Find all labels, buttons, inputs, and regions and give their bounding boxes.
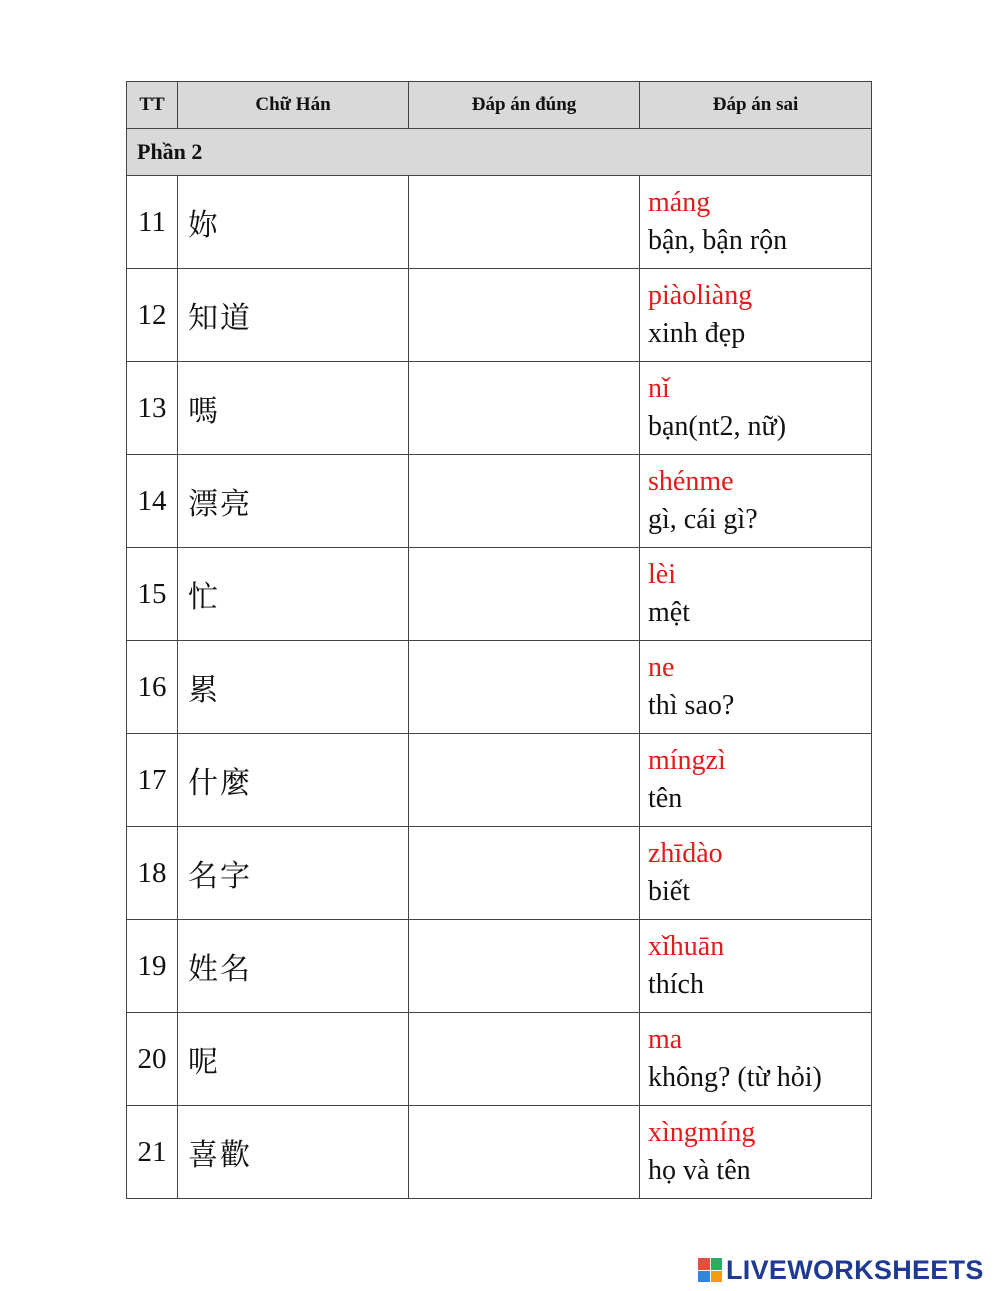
correct-answer-dropzone[interactable]: [409, 269, 640, 362]
correct-answer-dropzone[interactable]: [409, 1013, 640, 1106]
header-chu-han: Chữ Hán: [178, 82, 409, 129]
pinyin-text: piàoliàng: [648, 280, 753, 311]
row-number: 11: [127, 176, 178, 269]
meaning-text: biết: [648, 876, 690, 907]
table-row: [127, 362, 872, 455]
table-row: [127, 269, 872, 362]
table-row: [127, 176, 872, 269]
wrong-answer-cell: [640, 362, 872, 455]
pinyin-text: zhīdào: [648, 838, 723, 869]
pinyin-text: nǐ: [648, 373, 670, 404]
table-row: [127, 734, 872, 827]
chinese-characters: 喜歡: [178, 1106, 409, 1199]
row-number: 20: [127, 1013, 178, 1106]
header-correct-answer: Đáp án đúng: [409, 82, 640, 129]
pinyin-text: xǐhuān: [648, 931, 725, 962]
wrong-answer-cell: [640, 176, 872, 269]
row-number: 18: [127, 827, 178, 920]
meaning-text: thích: [648, 969, 704, 1000]
header-wrong-answer: Đáp án sai: [640, 82, 872, 129]
correct-answer-dropzone[interactable]: [409, 362, 640, 455]
correct-answer-dropzone[interactable]: [409, 641, 640, 734]
table-row: [127, 1013, 872, 1106]
table-row: [127, 641, 872, 734]
table-row: [127, 1106, 872, 1199]
correct-answer-dropzone[interactable]: [409, 455, 640, 548]
row-number: 12: [127, 269, 178, 362]
section-title: Phần 2: [127, 129, 872, 176]
wrong-answer-cell: [640, 1106, 872, 1199]
correct-answer-dropzone[interactable]: [409, 548, 640, 641]
vocabulary-table: [126, 81, 872, 1199]
wrong-answer-cell: [640, 1013, 872, 1106]
meaning-text: gì, cái gì?: [648, 504, 758, 535]
logo-grid-icon: [698, 1258, 722, 1282]
meaning-text: bạn(nt2, nữ): [648, 411, 787, 442]
pinyin-text: ma: [648, 1024, 683, 1055]
correct-answer-dropzone[interactable]: [409, 734, 640, 827]
pinyin-text: ne: [648, 652, 675, 683]
wrong-answer-cell: [640, 548, 872, 641]
row-number: 16: [127, 641, 178, 734]
correct-answer-dropzone[interactable]: [409, 920, 640, 1013]
header-tt: TT: [127, 82, 178, 129]
wrong-answer-cell: [640, 734, 872, 827]
chinese-characters: 呢: [178, 1013, 409, 1106]
table-row: [127, 827, 872, 920]
meaning-text: xinh đẹp: [648, 318, 746, 349]
meaning-text: thì sao?: [648, 690, 735, 721]
pinyin-text: shénme: [648, 466, 734, 497]
wrong-answer-cell: [640, 641, 872, 734]
row-number: 13: [127, 362, 178, 455]
row-number: 15: [127, 548, 178, 641]
pinyin-text: míngzì: [648, 745, 726, 776]
wrong-answer-cell: [640, 827, 872, 920]
table-row: [127, 455, 872, 548]
header-row: [127, 82, 872, 129]
wrong-answer-cell: [640, 455, 872, 548]
row-number: 19: [127, 920, 178, 1013]
wrong-answer-cell: [640, 920, 872, 1013]
chinese-characters: 名字: [178, 827, 409, 920]
row-number: 14: [127, 455, 178, 548]
correct-answer-dropzone[interactable]: [409, 176, 640, 269]
meaning-text: mệt: [648, 597, 690, 628]
correct-answer-dropzone[interactable]: [409, 827, 640, 920]
chinese-characters: 嗎: [178, 362, 409, 455]
meaning-text: không? (từ hỏi): [648, 1062, 822, 1093]
meaning-text: họ và tên: [648, 1155, 751, 1186]
brand-name: LIVEWORKSHEETS: [726, 1254, 984, 1285]
chinese-characters: 累: [178, 641, 409, 734]
correct-answer-dropzone[interactable]: [409, 1106, 640, 1199]
section-row: [127, 129, 872, 176]
chinese-characters: 什麼: [178, 734, 409, 827]
pinyin-text: lèi: [648, 559, 676, 590]
meaning-text: tên: [648, 783, 683, 814]
meaning-text: bận, bận rộn: [648, 225, 788, 256]
chinese-characters: 忙: [178, 548, 409, 641]
chinese-characters: 姓名: [178, 920, 409, 1013]
pinyin-text: xìngmíng: [648, 1117, 756, 1148]
chinese-characters: 妳: [178, 176, 409, 269]
chinese-characters: 知道: [178, 269, 409, 362]
table-row: [127, 548, 872, 641]
liveworksheets-logo: [698, 1255, 984, 1285]
pinyin-text: máng: [648, 187, 711, 218]
table-row: [127, 920, 872, 1013]
row-number: 17: [127, 734, 178, 827]
wrong-answer-cell: [640, 269, 872, 362]
chinese-characters: 漂亮: [178, 455, 409, 548]
row-number: 21: [127, 1106, 178, 1199]
